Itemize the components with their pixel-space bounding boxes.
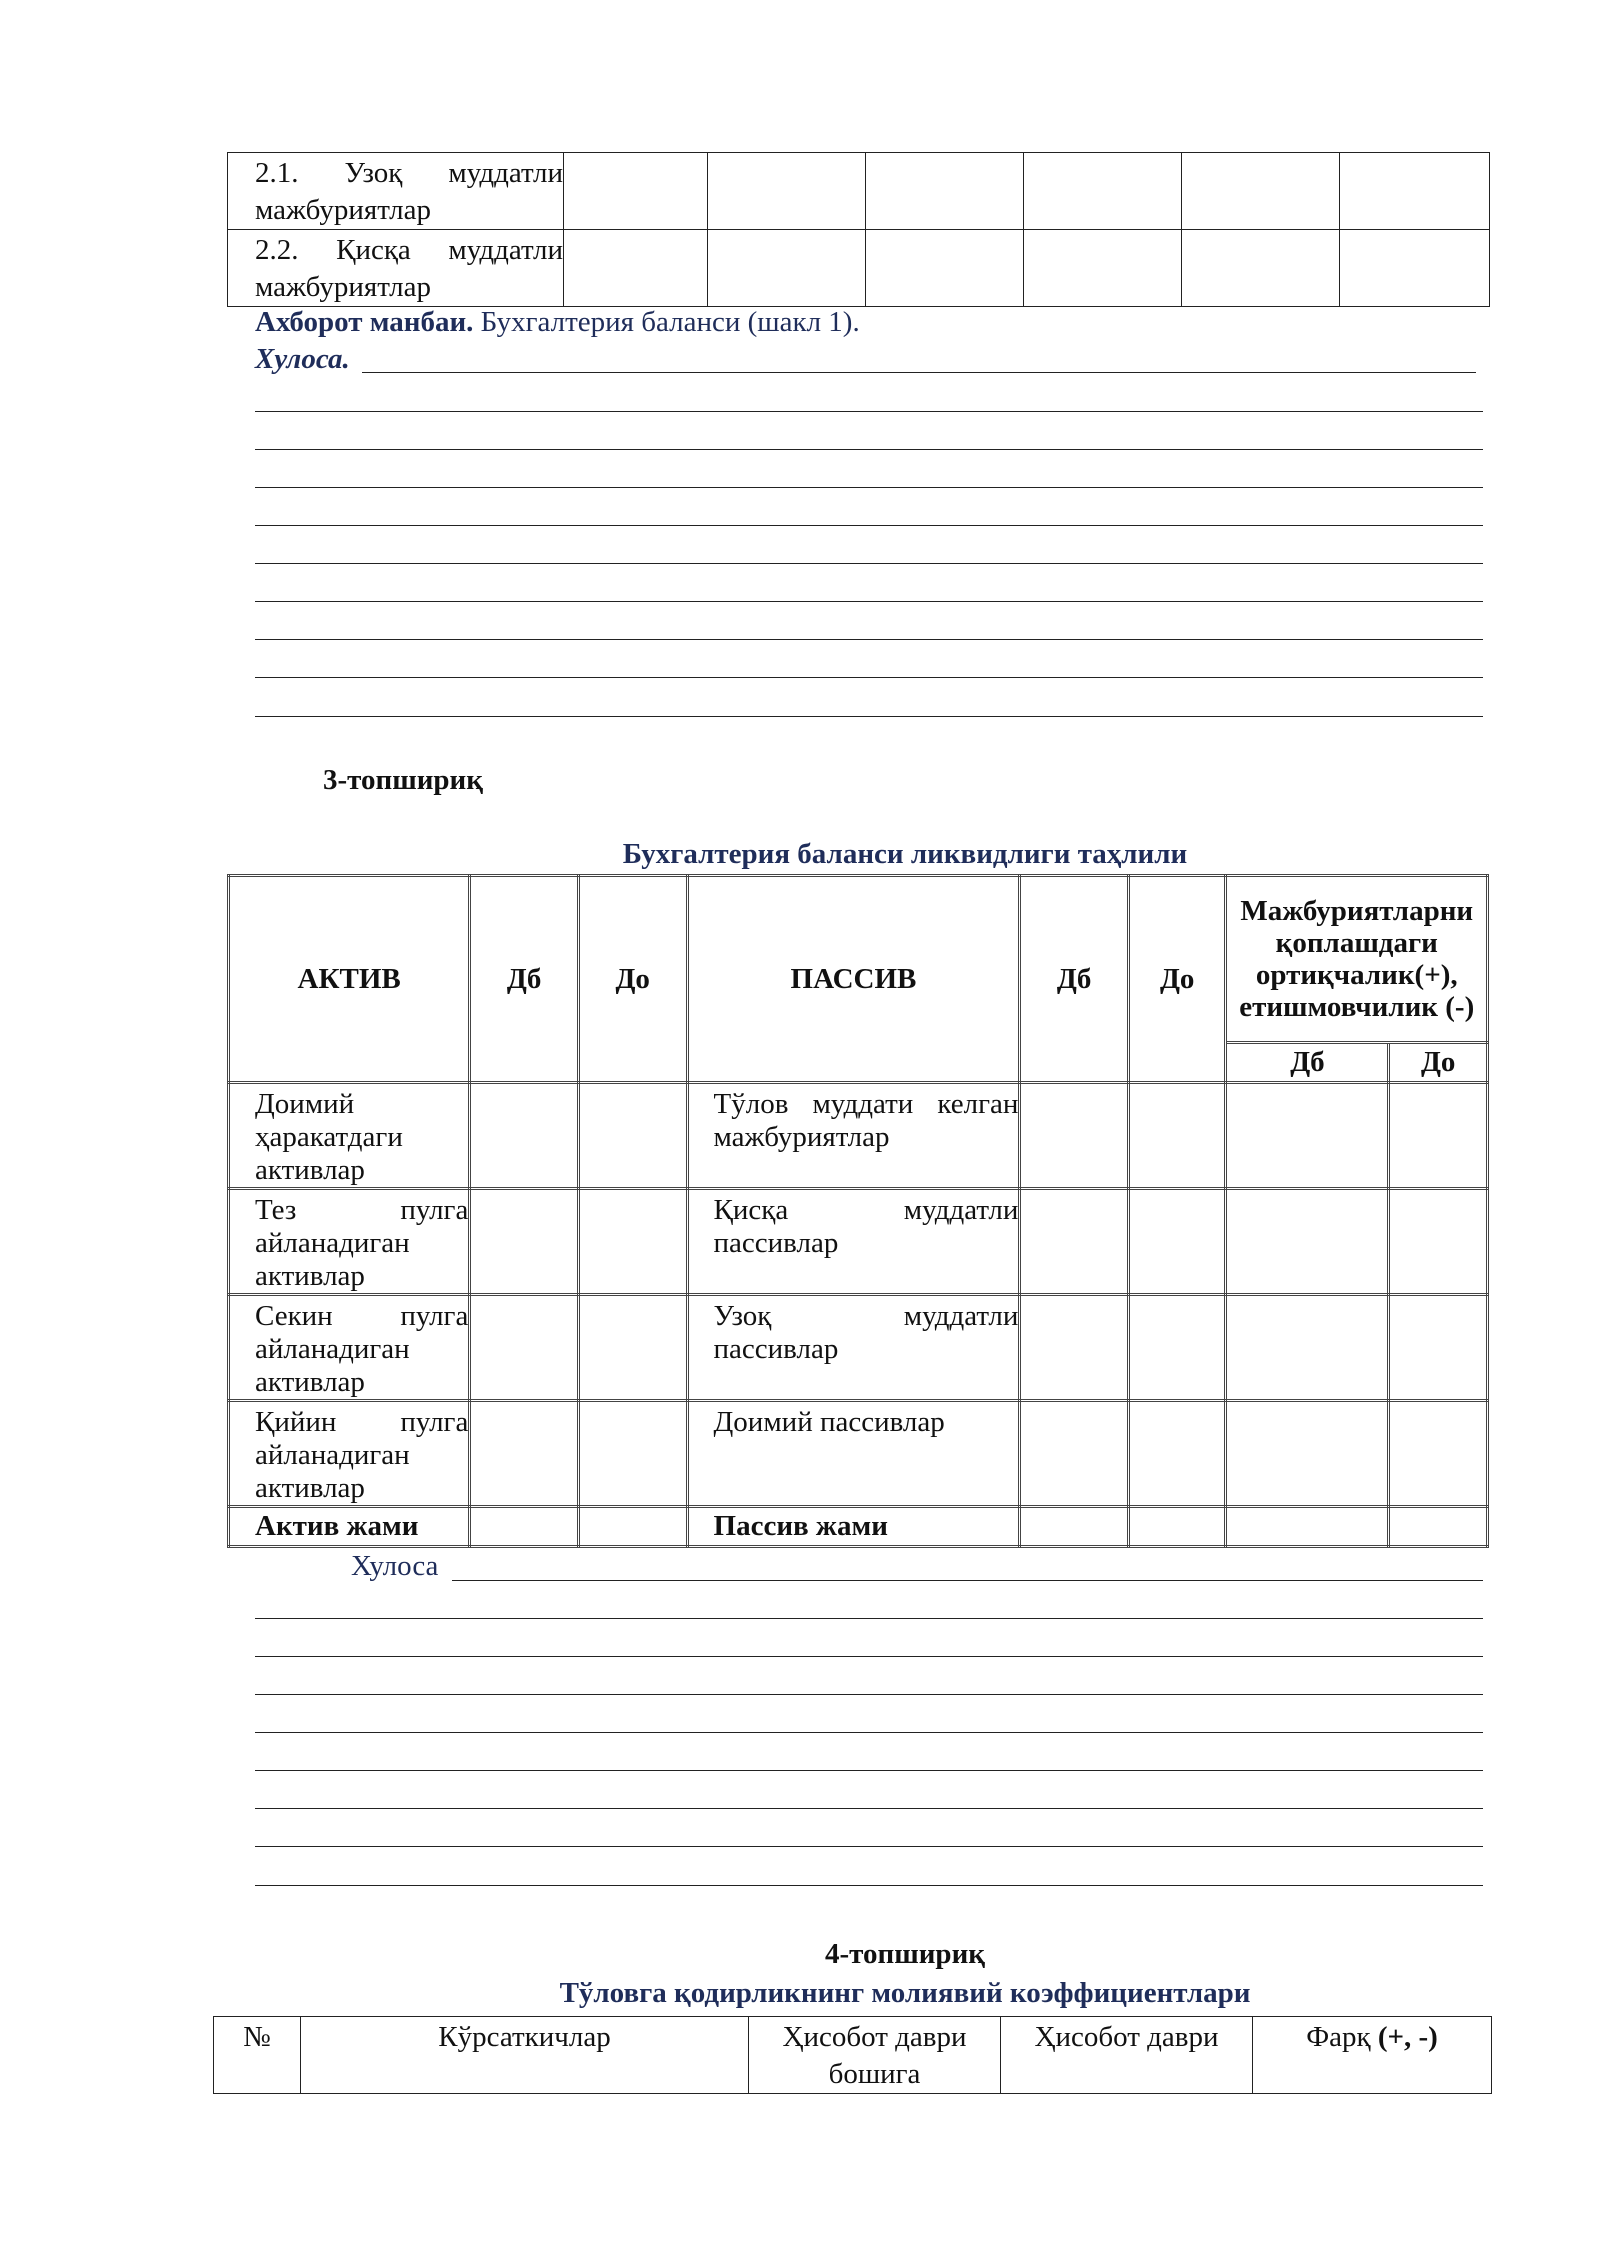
- aktiv-label: Доимий ҳаракатдаги активлар: [229, 1083, 470, 1189]
- liabilities-table: [227, 152, 1490, 307]
- header-number: №: [214, 2017, 301, 2094]
- table-row: [228, 153, 1490, 230]
- table-cell[interactable]: [1020, 1083, 1129, 1189]
- header-do: До: [578, 876, 687, 1083]
- table-cell[interactable]: [1226, 1295, 1389, 1401]
- table-cell[interactable]: [470, 1083, 579, 1189]
- passiv-label: Доимий пассивлар: [687, 1401, 1020, 1507]
- table-cell[interactable]: [1128, 1189, 1226, 1295]
- aktiv-total-label: Актив жами: [229, 1507, 470, 1547]
- table-cell[interactable]: [1182, 153, 1340, 230]
- header-difference: [1253, 2017, 1492, 2094]
- row-label: 2.1. Узоқ муддатли мажбуриятлар: [228, 153, 564, 230]
- table-cell[interactable]: [470, 1507, 579, 1547]
- table-row: [229, 1295, 1488, 1401]
- table-row: [229, 1401, 1488, 1507]
- table-cell[interactable]: [1389, 1295, 1488, 1401]
- passiv-total-label: Пассив жами: [687, 1507, 1020, 1547]
- table-cell[interactable]: [578, 1507, 687, 1547]
- source-text: Бухгалтерия баланси (шакл 1).: [473, 306, 860, 338]
- task4-heading: 4-топшириқ: [825, 1938, 985, 1970]
- table-cell[interactable]: [1024, 153, 1182, 230]
- table-cell[interactable]: [564, 230, 708, 307]
- difference-sign: (+, -): [1377, 2021, 1438, 2053]
- table-cell[interactable]: [578, 1189, 687, 1295]
- table-cell[interactable]: [1226, 1401, 1389, 1507]
- table-cell[interactable]: [1340, 153, 1490, 230]
- table-cell[interactable]: [1128, 1295, 1226, 1401]
- table-cell[interactable]: [1389, 1083, 1488, 1189]
- subheader-do: До: [1389, 1043, 1488, 1083]
- table-cell[interactable]: [1389, 1189, 1488, 1295]
- table-cell[interactable]: [708, 230, 866, 307]
- table-cell[interactable]: [1020, 1189, 1129, 1295]
- table-cell[interactable]: [1389, 1507, 1488, 1547]
- ratios-table: [213, 2016, 1492, 2094]
- table-cell[interactable]: [1389, 1401, 1488, 1507]
- header-db: Дб: [1020, 876, 1129, 1083]
- table-cell[interactable]: [578, 1083, 687, 1189]
- table-cell[interactable]: [1020, 1295, 1129, 1401]
- table-cell[interactable]: [1226, 1083, 1389, 1189]
- table-cell[interactable]: [1128, 1401, 1226, 1507]
- table-row: [229, 1189, 1488, 1295]
- table-cell[interactable]: [1020, 1507, 1129, 1547]
- table-cell[interactable]: [470, 1295, 579, 1401]
- table-cell[interactable]: [1128, 1507, 1226, 1547]
- task3-heading: 3-топшириқ: [323, 764, 483, 796]
- table-cell[interactable]: [866, 230, 1024, 307]
- table-cell[interactable]: [1340, 230, 1490, 307]
- table-cell[interactable]: [1182, 230, 1340, 307]
- header-indicators: Кўрсаткичлар: [301, 2017, 749, 2094]
- table-row: [229, 1083, 1488, 1189]
- table-cell[interactable]: [564, 153, 708, 230]
- table-cell[interactable]: [1128, 1083, 1226, 1189]
- header-do: До: [1128, 876, 1226, 1083]
- source-note: [255, 304, 860, 341]
- table-cell[interactable]: [578, 1295, 687, 1401]
- header-db: Дб: [470, 876, 579, 1083]
- difference-label: Фарқ: [1306, 2021, 1371, 2053]
- task3-title: Бухгалтерия баланси ликвидлиги таҳлили: [622, 838, 1188, 870]
- table-cell[interactable]: [1226, 1507, 1389, 1547]
- table-cell[interactable]: [708, 153, 866, 230]
- row-label: 2.2. Қисқа муддатли мажбуриятлар: [228, 230, 564, 307]
- header-passiv: ПАССИВ: [687, 876, 1020, 1083]
- table-cell[interactable]: [470, 1401, 579, 1507]
- conclusion2-label: Хулоса: [351, 1550, 439, 1582]
- table-total-row: [229, 1507, 1488, 1547]
- table-header-row: [214, 2017, 1492, 2094]
- table-cell[interactable]: [578, 1401, 687, 1507]
- header-aktiv: АКТИВ: [229, 876, 470, 1083]
- liquidity-table: [227, 874, 1489, 1548]
- table-row: [228, 230, 1490, 307]
- table-cell[interactable]: [1024, 230, 1182, 307]
- subheader-db: Дб: [1226, 1043, 1389, 1083]
- passiv-label: Қисқа муддатли пассивлар: [687, 1189, 1020, 1295]
- conclusion-label: Хулоса.: [255, 343, 350, 375]
- table-cell[interactable]: [1020, 1401, 1129, 1507]
- table-cell[interactable]: [1226, 1189, 1389, 1295]
- aktiv-label: Секин пулга айланадиган активлар: [229, 1295, 470, 1401]
- aktiv-label: Тез пулга айланадиган активлар: [229, 1189, 470, 1295]
- passiv-label: Тўлов муддати келган мажбуриятлар: [687, 1083, 1020, 1189]
- passiv-label: Узоқ муддатли пассивлар: [687, 1295, 1020, 1401]
- task4-title: Тўловга қодирликнинг молиявий коэффициентлари: [559, 1977, 1251, 2009]
- header-surplus-deficit: Мажбуриятларни қоплашдаги ортиқчалик(+), етишмовчилик (-): [1226, 876, 1488, 1043]
- header-period: Ҳисобот даври: [1001, 2017, 1253, 2094]
- table-header-row: [229, 876, 1488, 1043]
- header-period-start: Ҳисобот даври бошига: [749, 2017, 1001, 2094]
- source-label: Ахборот манбаи.: [255, 306, 474, 338]
- table-cell[interactable]: [470, 1189, 579, 1295]
- aktiv-label: Қийин пулга айланадиган активлар: [229, 1401, 470, 1507]
- table-cell[interactable]: [866, 153, 1024, 230]
